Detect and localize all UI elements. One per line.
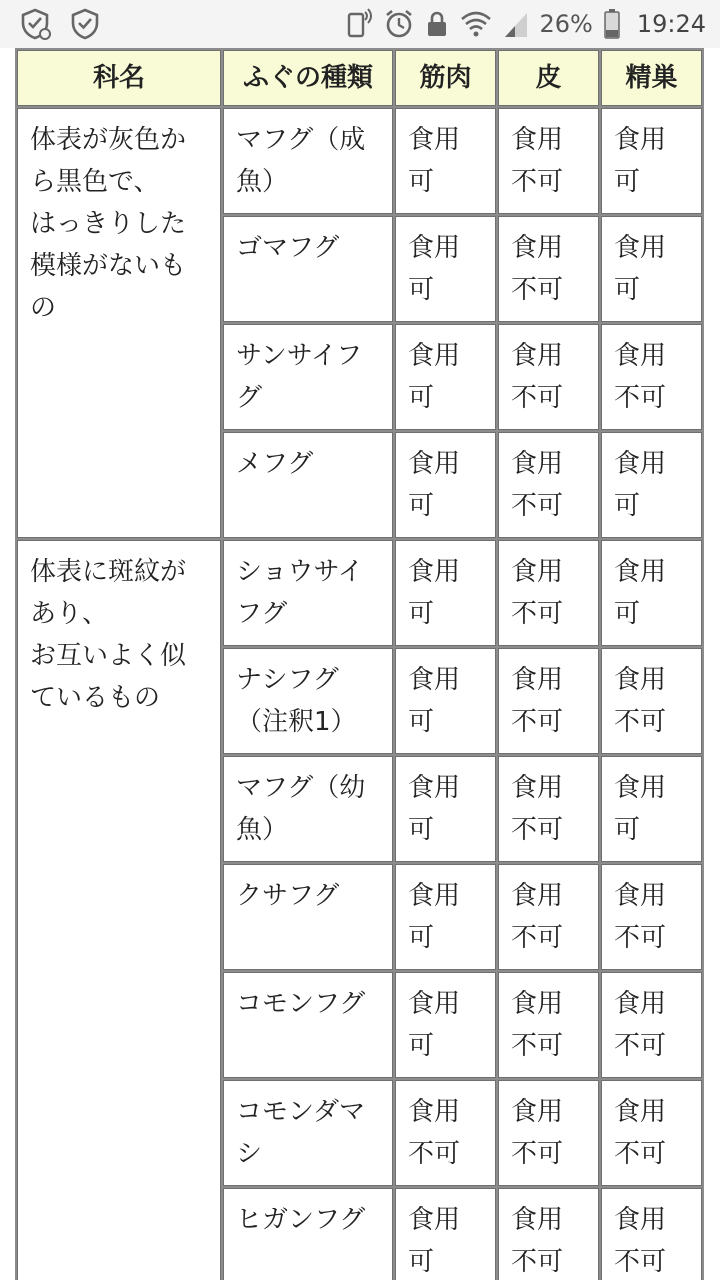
species-cell: マフグ（幼魚）: [223, 756, 393, 862]
muscle-cell: 食用可: [395, 1188, 496, 1280]
muscle-cell: 食用可: [395, 864, 496, 970]
status-bar: [0, 0, 720, 48]
testes-cell: 食用可: [601, 756, 702, 862]
species-cell: サンサイフグ: [223, 324, 393, 430]
lock-icon: [425, 9, 449, 39]
family-cell: 体表に斑紋があり、 お互いよく似ているもの: [17, 540, 221, 1280]
muscle-cell: 食用可: [395, 216, 496, 322]
testes-cell: 食用可: [601, 108, 702, 214]
table-row: [17, 540, 702, 646]
species-cell: コモンダマシ: [223, 1080, 393, 1186]
clock-time: 19:24: [636, 10, 706, 38]
battery-icon: [603, 8, 621, 40]
testes-cell: 食用可: [601, 540, 702, 646]
testes-cell: 食用不可: [601, 648, 702, 754]
species-cell: コモンフグ: [223, 972, 393, 1078]
skin-cell: 食用不可: [498, 972, 599, 1078]
skin-cell: 食用不可: [498, 756, 599, 862]
testes-cell: 食用不可: [601, 972, 702, 1078]
header-skin: 皮: [498, 50, 599, 106]
testes-cell: 食用可: [601, 432, 702, 538]
header-species: ふぐの種類: [223, 50, 393, 106]
battery-percent: 26%: [539, 10, 593, 38]
skin-cell: 食用不可: [498, 540, 599, 646]
header-muscle: 筋肉: [395, 50, 496, 106]
header-family: 科名: [17, 50, 221, 106]
phone-vibrate-icon: [343, 8, 373, 40]
muscle-cell: 食用可: [395, 324, 496, 430]
species-cell: ゴマフグ: [223, 216, 393, 322]
muscle-cell: 食用可: [395, 648, 496, 754]
testes-cell: 食用可: [601, 216, 702, 322]
species-cell: ヒガンフグ: [223, 1188, 393, 1280]
signal-icon: [503, 9, 529, 39]
table-row: [17, 108, 702, 214]
skin-cell: 食用不可: [498, 1080, 599, 1186]
muscle-cell: 食用可: [395, 432, 496, 538]
header-testes: 精巣: [601, 50, 702, 106]
table-header-row: [17, 50, 702, 106]
skin-cell: 食用不可: [498, 216, 599, 322]
muscle-cell: 食用可: [395, 108, 496, 214]
skin-cell: 食用不可: [498, 1188, 599, 1280]
muscle-cell: 食用不可: [395, 1080, 496, 1186]
muscle-cell: 食用可: [395, 756, 496, 862]
shield-check-icon: [70, 8, 100, 40]
page-content: [0, 48, 720, 1280]
alarm-icon: [383, 8, 415, 40]
skin-cell: 食用不可: [498, 108, 599, 214]
shield-sync-icon: [18, 7, 52, 41]
species-cell: クサフグ: [223, 864, 393, 970]
species-cell: ナシフグ（注釈1）: [223, 648, 393, 754]
testes-cell: 食用不可: [601, 324, 702, 430]
fugu-edibility-table: [15, 48, 704, 1280]
muscle-cell: 食用可: [395, 540, 496, 646]
species-cell: ショウサイフグ: [223, 540, 393, 646]
wifi-icon: [459, 9, 493, 39]
muscle-cell: 食用可: [395, 972, 496, 1078]
testes-cell: 食用不可: [601, 864, 702, 970]
skin-cell: 食用不可: [498, 648, 599, 754]
skin-cell: 食用不可: [498, 324, 599, 430]
species-cell: マフグ（成魚）: [223, 108, 393, 214]
species-cell: メフグ: [223, 432, 393, 538]
testes-cell: 食用不可: [601, 1188, 702, 1280]
testes-cell: 食用不可: [601, 1080, 702, 1186]
skin-cell: 食用不可: [498, 864, 599, 970]
skin-cell: 食用不可: [498, 432, 599, 538]
family-cell: 体表が灰色から黒色で、 はっきりした模様がないもの: [17, 108, 221, 538]
